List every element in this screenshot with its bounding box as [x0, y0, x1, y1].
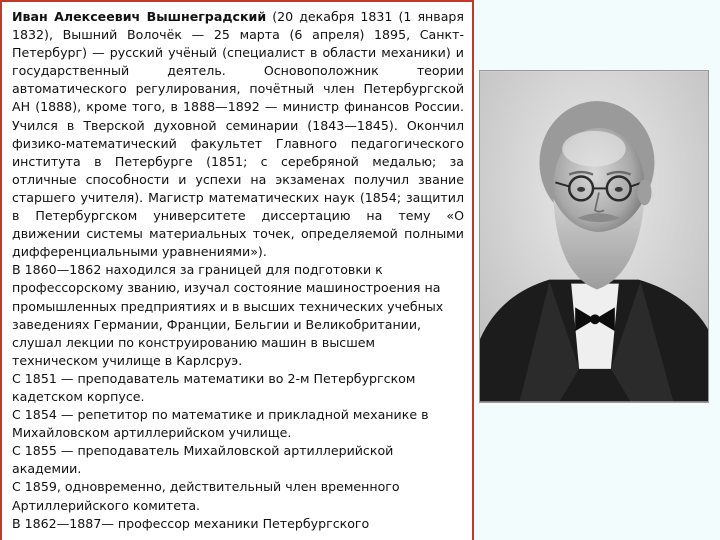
- person-name: Иван Алексеевич Вышнеградский: [12, 9, 267, 24]
- intro-text: (20 декабря 1831 (1 января 1832), Вышний Волочёк — 25 марта (6 апреля) 1895, Санкт-Петербург) — русский учёный (специалист в области механики) и государственный деятель. Основоположник теории автоматического регулирования, почётный член Петербургской АН (1888), кроме того, в 1888—1892 — министр финансов России. Учился в Тверской духовной семинарии (1843—1845). Окончил физико-математический факультет Главного педагогического института в Петербурге (1851; с серебряной медалью; за отличные способности и успехи на экзаменах получил звание старшего учителя). Магистр математических наук (1854; защитил в Петербургском университете диссертацию на тему «О движении системы материальных точек, определяемой полными дифференциальными уравнениями»).: [12, 9, 464, 260]
- paragraph-1851: С 1851 — преподаватель математики во 2-м Петербургском кадетском корпусе.: [12, 370, 416, 404]
- paragraph-abroad: В 1860—1862 находился за границей для подготовки к профессорскому званию, изучал состояние машиностроения на промышленных предприятиях и в высших технических учебных заведениях Германии, Франции, Бельгии и Великобритании, слушал лекции по конструированию машин в высшем техническом училище в Карлсруэ.: [12, 262, 444, 368]
- paragraph-1855: С 1855 — преподаватель Михайловской артиллерийской академии.: [12, 443, 394, 477]
- paragraph-1854: С 1854 — репетитор по математике и прикладной механике в Михайловском артиллерийском училище.: [12, 407, 429, 441]
- portrait-photo-icon: [480, 71, 708, 402]
- biography-intro-paragraph: [12, 8, 464, 261]
- paragraph-1862: В 1862—1887— профессор механики Петербургского: [12, 515, 370, 531]
- paragraph-1859: С 1859, одновременно, действительный член временного Артиллерийского комитета.: [12, 479, 400, 513]
- portrait-photo: [479, 70, 709, 403]
